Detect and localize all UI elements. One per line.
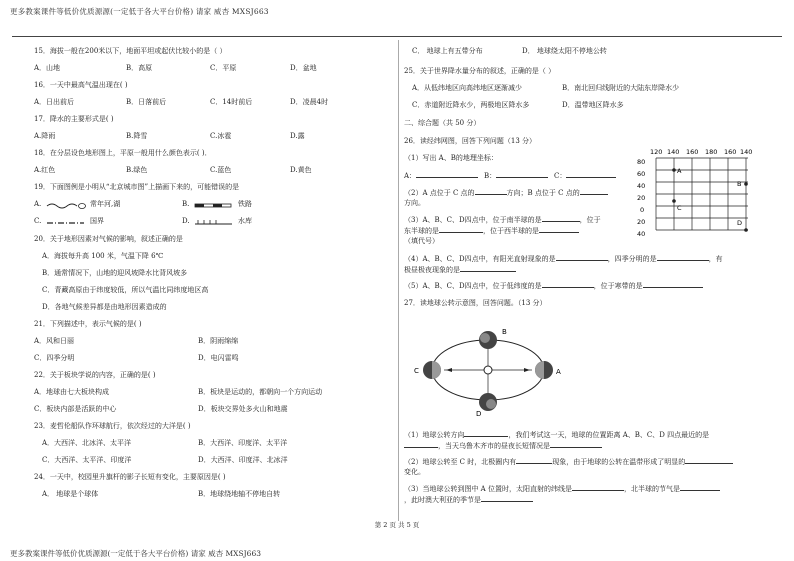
option: B．南北回归线附近的大陆东岸降水少 <box>562 84 680 92</box>
q27-part2b: 变化。 <box>404 468 425 476</box>
text: （5）A、B、C、D四点中，位于低纬度的是 <box>404 282 542 290</box>
text: （1）地球公转方向 <box>404 431 465 439</box>
option: A．地球由七大板块构成 <box>34 388 110 396</box>
tick-label: 40 <box>637 230 646 238</box>
answer-blank[interactable] <box>496 170 548 178</box>
legend-b-text: 铁路 <box>238 200 252 208</box>
legend-b-label: B. <box>182 200 190 208</box>
earth-orbit-diagram <box>408 322 568 418</box>
question-19: 19．下面图例是小明从“北京城市图”上描画下来的，可能错误的是 <box>34 183 240 191</box>
q26-part2 <box>404 187 608 198</box>
question-15: 15．海拔一般在200米以下，地面平坦或起伏比较小的是（ ） <box>34 47 227 55</box>
option: B．阴雨绵绵 <box>198 337 239 345</box>
answer-blank[interactable] <box>475 187 507 195</box>
option: C．大西洋、太平洋、印度洋 <box>42 456 132 464</box>
q27-part1 <box>404 429 709 440</box>
option: C.冰雹 <box>210 132 232 140</box>
option: D.黄色 <box>290 166 312 174</box>
question-27: 27．读地球公转示意图，回答问题。（13 分） <box>404 299 547 307</box>
coord-a-label: A： <box>404 172 417 180</box>
answer-blank[interactable] <box>542 280 594 288</box>
option: C． 地球上有五带分布 <box>412 47 483 55</box>
legend-d-text: 水库 <box>238 217 252 225</box>
point-c-label: C <box>677 204 682 212</box>
text: 方向；B 点位于 C 点的 <box>506 189 580 197</box>
answer-blank[interactable] <box>464 429 508 437</box>
question-18: 18．在分层设色地形图上，平原一般用什么颜色表示( )． <box>34 149 212 157</box>
answer-blank[interactable] <box>657 253 709 261</box>
q26-coord-c <box>554 170 616 181</box>
tick-label: 160 <box>686 148 699 156</box>
text: 现象，由于地球的公转在温带形成了明显的 <box>552 458 686 466</box>
answer-blank[interactable] <box>680 483 720 491</box>
text: 极昼极夜现象的是 <box>404 266 460 274</box>
border-symbol <box>46 218 86 228</box>
text: ，位于 <box>579 216 601 224</box>
q27-part1b <box>404 440 602 451</box>
text: （2）A 点位于 C 点的 <box>404 189 475 197</box>
text: ，有 <box>708 255 723 263</box>
question-24: 24．一天中，校园里升旗杆的影子长短有变化，主要原因是( ) <box>34 473 226 481</box>
option: A．山地 <box>34 64 61 72</box>
answer-blank[interactable] <box>566 170 616 178</box>
left-column <box>34 46 394 516</box>
railway-symbol <box>194 201 234 211</box>
q27-part3b <box>404 494 533 505</box>
option: B．高原 <box>126 64 153 72</box>
q26-coord-b <box>484 170 548 181</box>
question-17: 17．降水的主要形式是( ) <box>34 115 114 123</box>
q26-part5 <box>404 280 703 291</box>
grid-top-labels <box>650 148 752 156</box>
orbit-label-c: C <box>414 367 419 375</box>
grid-left-labels <box>637 158 645 238</box>
answer-blank[interactable] <box>556 253 608 261</box>
answer-blank[interactable] <box>481 494 533 502</box>
tick-label: 120 <box>650 148 663 156</box>
tick-label: 20 <box>637 218 646 226</box>
coord-b-label: B： <box>484 172 497 180</box>
option: A．风和日丽 <box>34 337 75 345</box>
tick-label: 20 <box>637 194 646 202</box>
answer-blank[interactable] <box>416 170 478 178</box>
question-22: 22．关于板块学说的内容，正确的是( ) <box>34 371 156 379</box>
text: ，当天乌鲁木齐市的昼夜长短情况是 <box>438 442 550 450</box>
option: D．板块交界处多火山和地震 <box>198 405 288 413</box>
page-number: 第 2 页 共 5 页 <box>374 521 420 529</box>
option: A． 地球是个球体 <box>42 490 99 498</box>
point-b-label: B <box>737 180 742 188</box>
option: C.蓝色 <box>210 166 232 174</box>
question-20: 20．关于地形因素对气候的影响，叙述正确的是 <box>34 235 183 243</box>
option: C．14时前后 <box>210 98 253 106</box>
tick-label: 140 <box>740 148 753 156</box>
orbit-label-a: A <box>556 368 561 376</box>
q26-part3c: （填代号） <box>404 237 439 245</box>
option: D．盆地 <box>290 64 317 72</box>
q26-part3b <box>404 225 579 236</box>
text: ，北半球的节气是 <box>623 485 680 493</box>
text: ，我们考试这一天，地球的位置距离 A、B、C、D 四点最近的是 <box>508 431 710 439</box>
q27-part3 <box>404 483 720 494</box>
q26-part4b <box>404 264 516 275</box>
header-divider <box>12 36 782 37</box>
q26-part1: （1）写出 A、B的地理坐标： <box>404 154 498 162</box>
option: D．大西洋、印度洋、北冰洋 <box>198 456 288 464</box>
tick-label: 180 <box>705 148 718 156</box>
footer-text: 更多教案课件等低价优质源源(一定低于各大平台价格) 请家 威杏 MXSJ663 <box>10 549 261 558</box>
option: B．板块是运动的，都朝向一个方向运动 <box>198 388 323 396</box>
tick-label: 140 <box>667 148 680 156</box>
option: A．从低纬地区向高纬地区逐渐减少 <box>412 84 523 92</box>
option: A．日出前后 <box>34 98 75 106</box>
question-23: 23．麦哲伦船队作环球航行，依次经过的大洋是( ) <box>34 422 191 430</box>
legend-c-text: 国界 <box>90 217 104 225</box>
q26-part4 <box>404 253 723 264</box>
text: ，位于寒带的是 <box>593 282 643 290</box>
orbit-label-b: B <box>502 328 507 336</box>
text: 东半球的是 <box>404 227 439 235</box>
q26-part3 <box>404 214 601 225</box>
column-divider <box>398 40 399 521</box>
right-column <box>404 46 784 516</box>
option: D．温带地区降水多 <box>562 101 624 109</box>
option: D．凌晨4时 <box>290 98 329 106</box>
legend-d-label: D. <box>182 217 190 225</box>
legend-c-label: C. <box>34 217 42 225</box>
option: B.绿色 <box>126 166 148 174</box>
answer-blank[interactable] <box>539 225 579 233</box>
sun-icon <box>484 366 492 374</box>
q26-coord-a <box>404 170 478 181</box>
question-21: 21．下列描述中，表示气候的是( ) <box>34 320 142 328</box>
text: （3）A、B、C、D四点中，位于南半球的是 <box>404 216 542 224</box>
option: B．地球绕地轴不停地自转 <box>198 490 281 498</box>
answer-blank[interactable] <box>643 280 703 288</box>
latitude-longitude-grid <box>636 146 758 238</box>
option: C．赤道附近降水少，两极地区降水多 <box>412 101 530 109</box>
answer-blank[interactable] <box>460 264 516 272</box>
header-text: 更多教案课件等低价优质源源(一定低于各大平台价格) 请家 威杏 MXSJ663 <box>10 7 269 16</box>
question-26: 26．读经纬网图，回答下列问题（13 分） <box>404 137 537 145</box>
answer-blank[interactable] <box>404 440 438 448</box>
point-a-label: A <box>677 167 682 175</box>
reservoir-symbol <box>194 218 234 228</box>
tick-label: 60 <box>637 170 646 178</box>
text: ，四季分明的是 <box>607 255 657 263</box>
tick-label: 160 <box>724 148 737 156</box>
option: D.露 <box>290 132 305 140</box>
q26-part2-end: 方向。 <box>404 199 425 207</box>
point-d-label: D <box>737 219 743 227</box>
answer-blank[interactable] <box>516 456 552 464</box>
legend-a-label: A. <box>34 200 42 208</box>
option: B．大西洋、印度洋、太平洋 <box>198 439 288 447</box>
option: D．电闪雷鸣 <box>198 354 239 362</box>
option: C．青藏高原由于纬度较低，所以气温比同纬度地区高 <box>42 286 209 294</box>
text: ，此时澳大利亚的季节是 <box>404 496 481 504</box>
option: B．日落前后 <box>126 98 167 106</box>
option: B.降雪 <box>126 132 148 140</box>
answer-blank[interactable] <box>439 225 483 233</box>
tick-label: 80 <box>637 158 646 166</box>
option: D．各地气候差异都是由地形因素造成的 <box>42 303 167 311</box>
answer-blank[interactable] <box>580 187 608 195</box>
text: ，位于西半球的是 <box>483 227 539 235</box>
text: （2）地球公转至 C 时，北极圈内有 <box>404 458 517 466</box>
orbit-label-d: D <box>476 410 482 418</box>
option: A.降雨 <box>34 132 56 140</box>
legend-a-text: 常年河,湖 <box>90 200 121 208</box>
option: C．四季分明 <box>34 354 75 362</box>
option: A.红色 <box>34 166 56 174</box>
text: （4）A、B、C、D四点中，有阳光直射现象的是 <box>404 255 556 263</box>
answer-blank[interactable] <box>572 483 624 491</box>
question-16: 16．一天中最高气温出现在( ) <box>34 81 128 89</box>
tick-label: 40 <box>637 182 646 190</box>
river-lake-symbol <box>46 201 86 211</box>
option: A．大西洋、北冰洋、太平洋 <box>42 439 132 447</box>
answer-blank[interactable] <box>550 440 602 448</box>
section-title: 二、综合题（共 50 分） <box>404 119 481 127</box>
answer-blank[interactable] <box>542 214 580 222</box>
q27-part2 <box>404 456 733 467</box>
option: B．通常情况下，山地的迎风坡降水比背风坡多 <box>42 269 188 277</box>
option: C．板块内部是活跃的中心 <box>34 405 117 413</box>
coord-c-label: C： <box>554 172 567 180</box>
question-25: 25．关于世界降水量分布的叙述，正确的是（ ） <box>404 67 556 75</box>
answer-blank[interactable] <box>685 456 733 464</box>
tick-label: 0 <box>640 206 645 214</box>
option: A．海拔每升高 100 米，气温下降 6℃ <box>42 252 164 260</box>
option: D． 地球绕太阳不停地公转 <box>522 47 607 55</box>
option: C．平原 <box>210 64 237 72</box>
text: （3）当地球公转到图中 A 位置时，太阳直射的纬线是 <box>404 485 572 493</box>
